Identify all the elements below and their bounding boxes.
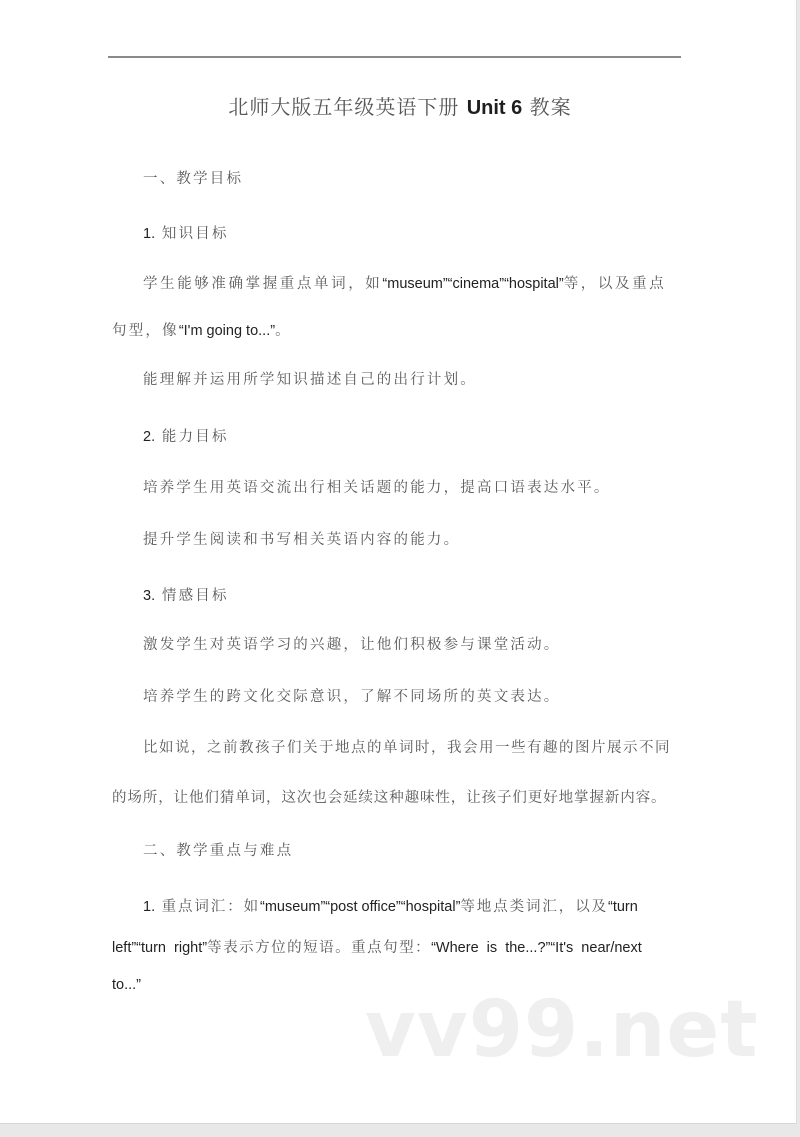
paragraph-cross-culture [112,682,709,712]
item-number: 1. [143,899,156,915]
paragraph-interest [112,630,709,660]
english-terms: “museum”“cinema”“hospital” [382,276,564,292]
text-segment: 等，以及重点 [563,276,667,292]
english-terms: left”“turn right” [112,940,208,956]
paragraph-text: 比如说，之前教孩子们关于地点的单词时，我会用一些有趣的图片展示不同 [143,740,671,756]
paragraph-example-line-2 [112,783,678,813]
english-sentence: to...” [112,977,142,993]
header-rule [108,56,681,58]
heading-text: 二、教学重点与难点 [143,843,294,859]
title-cn-suffix: 教案 [522,95,572,119]
subheading-text: 能力目标 [155,429,229,445]
section-heading-objectives [112,164,709,194]
paragraph-reading-writing [112,525,709,555]
text-segment: 学生能够准确掌握重点单词，如 [143,276,383,292]
english-sentence: “I'm going to...” [178,323,276,339]
subheading-emotion [112,581,709,611]
paragraph-example-line-1 [112,733,709,763]
title-cn-prefix: 北师大版五年级英语下册 [228,95,467,119]
subheading-text: 情感目标 [155,588,229,604]
paragraph-text: 培养学生的跨文化交际意识，了解不同场所的英文表达。 [143,689,561,705]
subheading-number: 1. [143,226,156,242]
subheading-knowledge [112,219,709,249]
paragraph-text: 提升学生阅读和书写相关英语内容的能力。 [143,532,461,548]
subheading-number: 2. [143,429,156,445]
section-heading-key-points [112,836,709,866]
paragraph-vocab-line-1 [112,269,709,299]
heading-text: 一、教学目标 [143,171,244,187]
watermark: vv99.net [365,985,759,1075]
english-terms: “museum”“post office”“hospital” [260,899,461,915]
subheading-ability [112,422,709,452]
paragraph-text: 激发学生对英语学习的兴趣，让他们积极参与课堂活动。 [143,637,561,653]
paragraph-text: 能理解并运用所学知识描述自己的出行计划。 [143,372,477,388]
text-segment: 。 [275,323,292,339]
text-segment: 等地点类词汇，以及 [460,899,609,915]
paragraph-key-vocab-line-1 [112,892,709,922]
paragraph-key-vocab-line-2 [112,933,678,963]
subheading-text: 知识目标 [155,226,229,242]
paragraph-text: 培养学生用英语交流出行相关话题的能力，提高口语表达水平。 [143,480,611,496]
paragraph-speaking [112,473,709,503]
paragraph-text: 的场所，让他们猜单词，这次也会延续这种趣味性，让孩子们更好地掌握新内容。 [112,790,667,806]
document-title [0,92,800,123]
text-segment: 句型，像 [112,323,179,339]
text-segment: 重点词汇：如 [155,899,261,915]
paragraph-describe-plans [112,365,709,395]
subheading-number: 3. [143,588,156,604]
text-segment: 等表示方位的短语。重点句型： [207,940,432,956]
paragraph-vocab-line-2 [112,316,678,346]
title-unit: Unit 6 [466,97,523,119]
english-sentences: “Where is the...?”“It's near/next [431,940,642,956]
english-terms: “turn [608,899,638,915]
